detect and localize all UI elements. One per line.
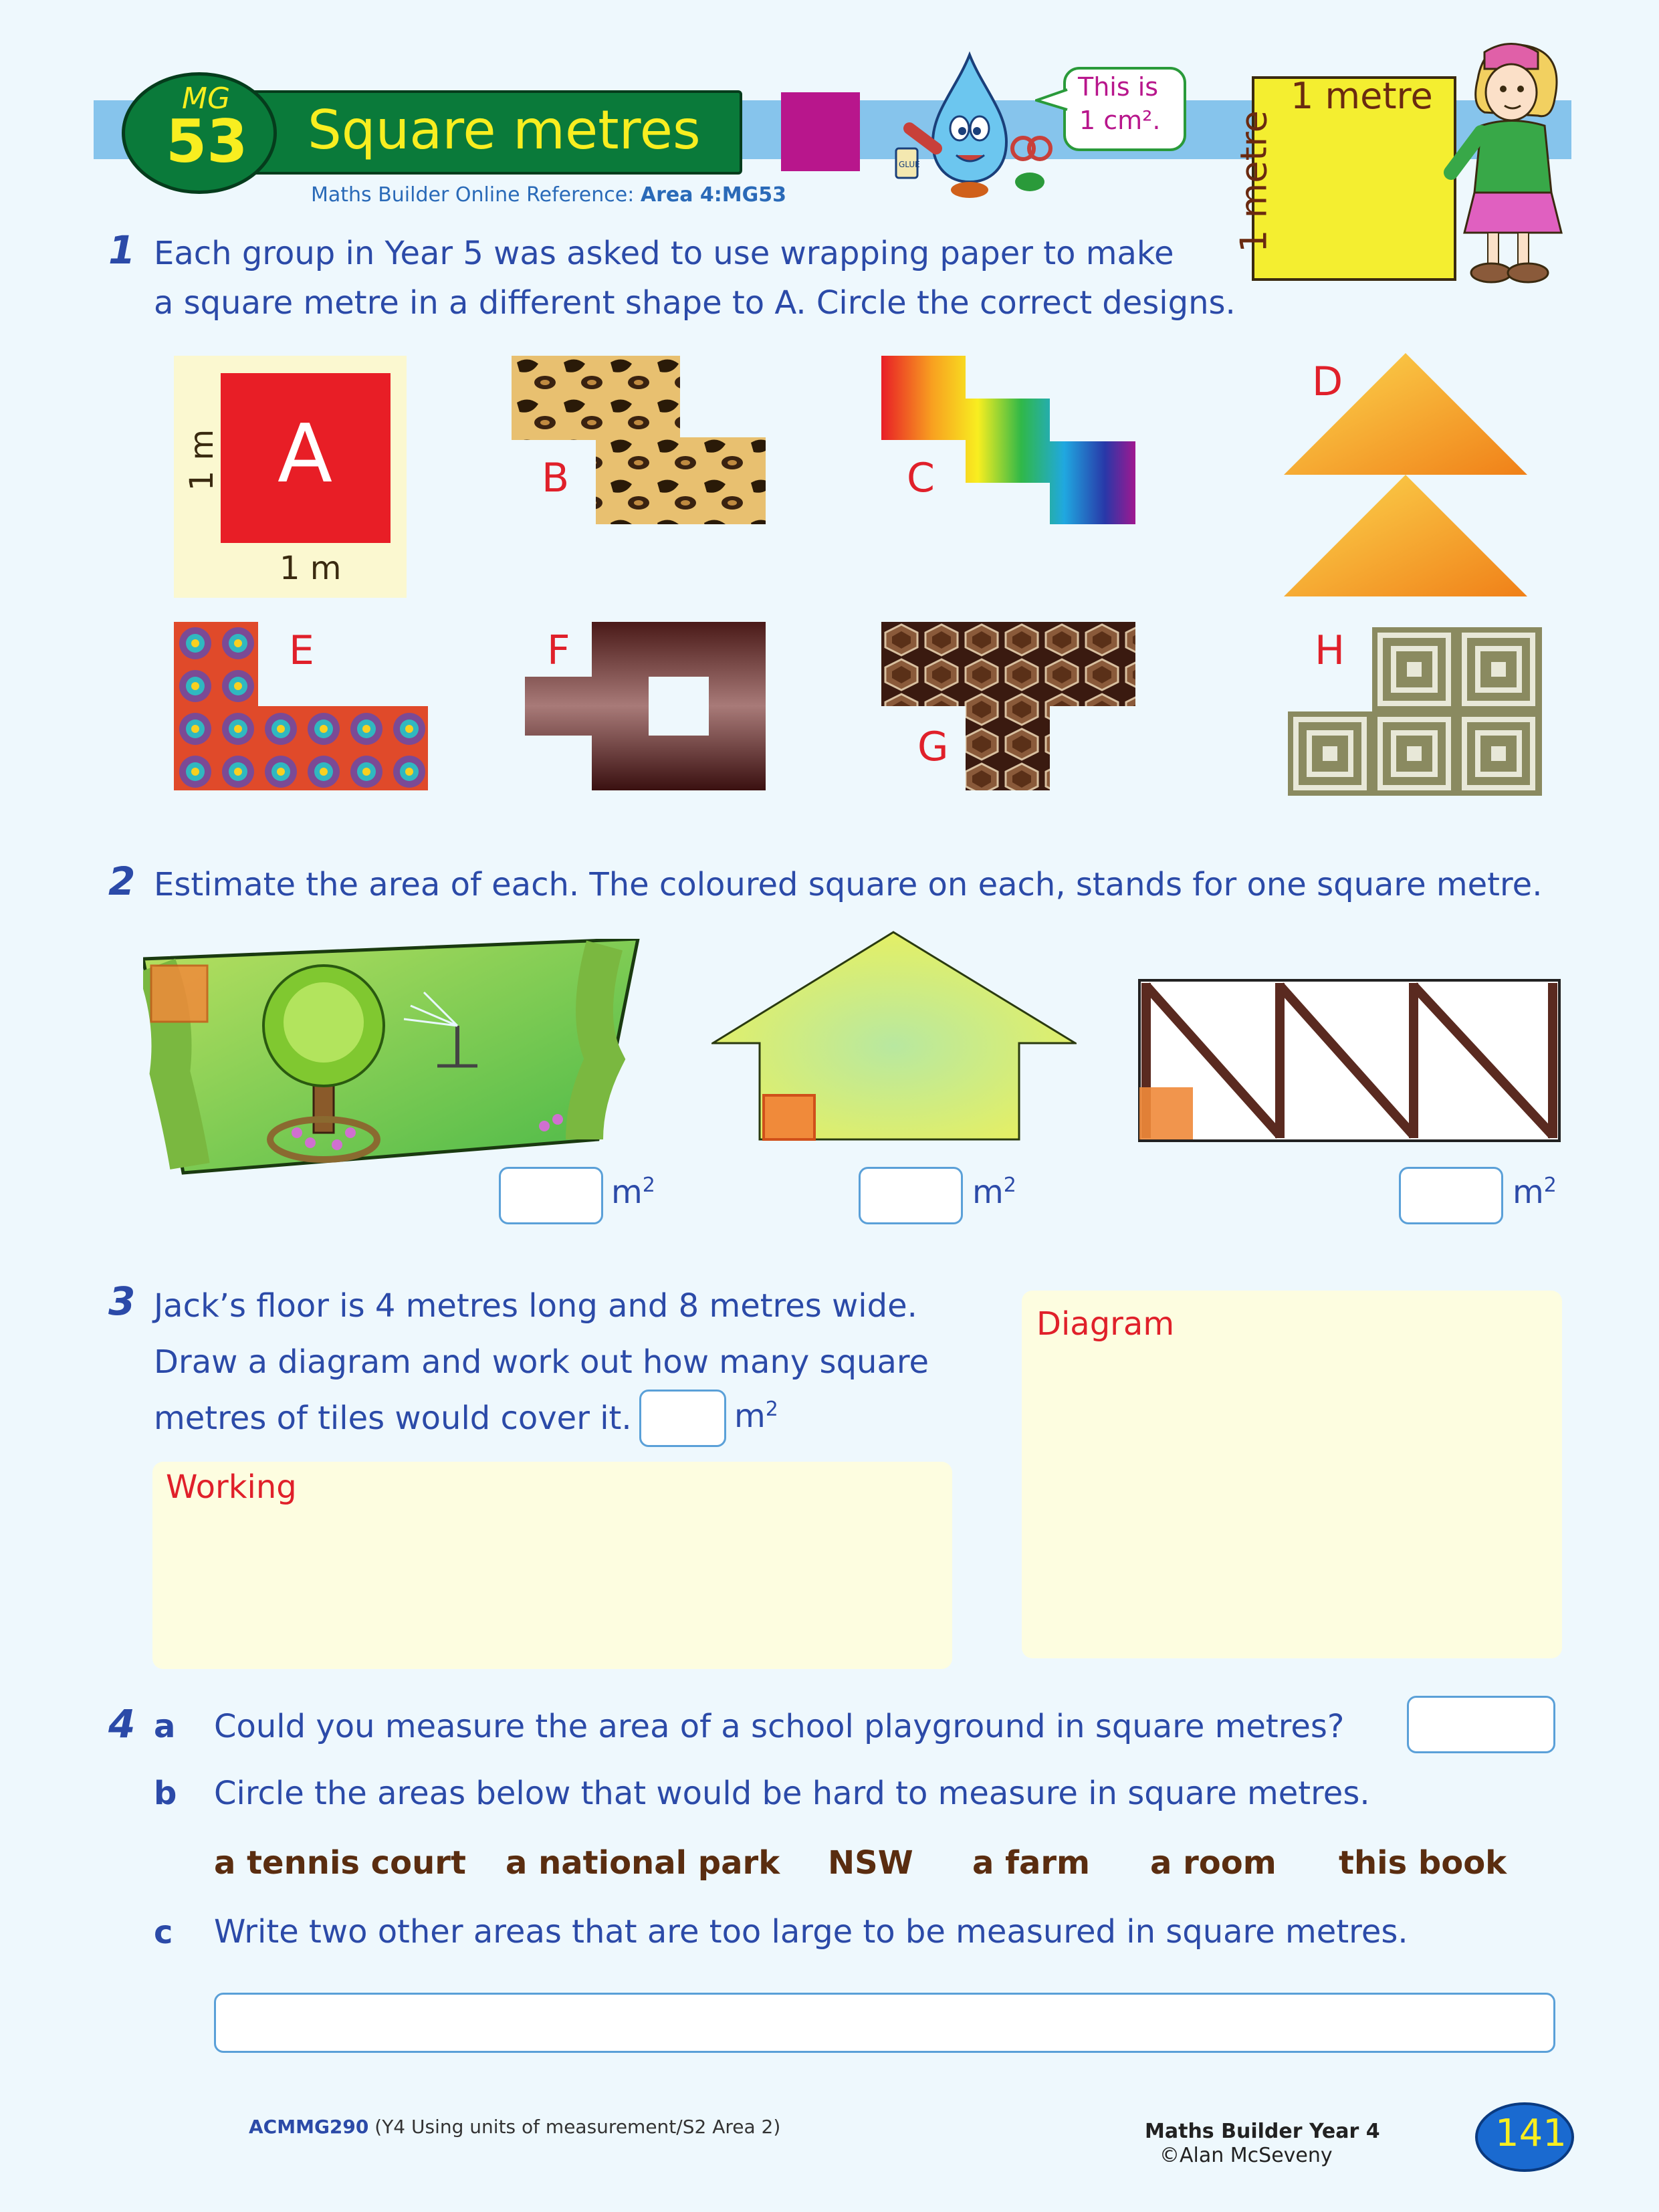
- q2-truss-answer-box[interactable]: [1399, 1167, 1503, 1224]
- shape-a-side-label: 1 m: [183, 429, 221, 491]
- q4a-text: Could you measure the area of a school playground in square metres?: [214, 1708, 1345, 1745]
- area-option-farm[interactable]: a farm: [972, 1844, 1091, 1882]
- q4-number: 4: [108, 1701, 136, 1747]
- q4c-text: Write two other areas that are too large to be measured in square metres.: [214, 1913, 1408, 1951]
- shape-a-label: A: [278, 408, 333, 501]
- area-option-national-park[interactable]: a national park: [506, 1844, 780, 1882]
- q4b-label: b: [154, 1775, 177, 1812]
- q2-text: Estimate the area of each. The coloured square on each, stands for one square metre.: [154, 866, 1543, 903]
- title-text: Square metres: [308, 99, 701, 161]
- shape-e-label: E: [289, 627, 314, 674]
- q1-line-1: Each group in Year 5 was asked to use wrapping paper to make: [154, 235, 1174, 272]
- metre-top-label: 1 metre: [1291, 75, 1433, 117]
- q4a-label: a: [154, 1708, 176, 1745]
- unit-code-number: 53: [166, 107, 248, 176]
- one-cm-square: [781, 92, 860, 171]
- q4a-answer-box[interactable]: [1407, 1696, 1555, 1753]
- area-option-nsw[interactable]: NSW: [828, 1844, 913, 1882]
- q3-unit-m: m: [734, 1398, 766, 1435]
- shape-b-label: B: [542, 455, 570, 502]
- footer-code: ACMMG290: [249, 2116, 369, 2138]
- q4c-answer-box[interactable]: [214, 1993, 1555, 2053]
- q3-unit-sup: 2: [765, 1398, 778, 1421]
- footer-book-title: Maths Builder Year 4: [1145, 2120, 1380, 2143]
- shape-g-label: G: [917, 724, 949, 770]
- q3-line-3: metres of tiles would cover it.: [154, 1400, 632, 1437]
- area-option-tennis-court[interactable]: a tennis court: [214, 1844, 466, 1882]
- online-reference-value: Area 4:MG53: [640, 183, 787, 207]
- q3-line-1: Jack’s floor is 4 metres long and 8 metres wide.: [154, 1287, 917, 1325]
- q3-answer-box[interactable]: [639, 1390, 726, 1447]
- diagram-label: Diagram: [1036, 1305, 1175, 1343]
- q2-house-answer-box[interactable]: [859, 1167, 963, 1224]
- mascot-drop-illustration: [869, 48, 1070, 202]
- shape-f-label: F: [547, 627, 570, 674]
- glue-label: GLUE: [899, 160, 920, 169]
- truss-shape: [1138, 979, 1561, 1142]
- q1-line-2: a square metre in a different shape to A. Circle the correct designs.: [154, 284, 1236, 322]
- house-shape: [711, 931, 1077, 1142]
- q2-truss-unit: [1513, 1174, 1557, 1211]
- area-option-this-book[interactable]: this book: [1339, 1844, 1507, 1882]
- q2-garden-unit-sup: 2: [642, 1174, 655, 1197]
- unit-code-prefix: MG: [182, 82, 231, 116]
- metre-side-label: 1 metre: [1232, 110, 1275, 253]
- girl-illustration: [1438, 39, 1578, 286]
- q2-garden-answer-box[interactable]: [499, 1167, 603, 1224]
- area-option-room[interactable]: a room: [1150, 1844, 1277, 1882]
- speech-line-2: 1 cm².: [1079, 106, 1161, 135]
- q3-number: 3: [108, 1279, 136, 1324]
- q2-house-unit-m: m: [972, 1174, 1004, 1211]
- q4b-text: Circle the areas below that would be hard to measure in square metres.: [214, 1775, 1370, 1812]
- garden-illustration: [143, 939, 651, 1180]
- q2-truss-unit-m: m: [1513, 1174, 1544, 1211]
- diagram-area[interactable]: [1022, 1291, 1562, 1658]
- q3-unit: [734, 1398, 778, 1435]
- footer-curriculum-code: [249, 2116, 780, 2138]
- page-number: 141: [1495, 2112, 1567, 2155]
- footer-copyright: ©Alan McSeveny: [1159, 2144, 1333, 2167]
- q2-garden-unit: [611, 1174, 655, 1211]
- q3-line-2: Draw a diagram and work out how many square: [154, 1343, 929, 1381]
- shape-h-label: H: [1315, 627, 1345, 674]
- q2-number: 2: [108, 859, 136, 904]
- q1-number: 1: [108, 227, 136, 273]
- q2-house-unit: [972, 1174, 1016, 1211]
- q2-garden-unit-m: m: [611, 1174, 643, 1211]
- working-label: Working: [166, 1468, 297, 1506]
- q4c-label: c: [154, 1914, 173, 1951]
- online-reference-prefix: Maths Builder Online Reference:: [311, 183, 641, 207]
- q2-truss-unit-sup: 2: [1543, 1174, 1557, 1197]
- speech-line-1: This is: [1078, 72, 1159, 102]
- shape-d-label: D: [1312, 358, 1343, 405]
- shape-c-label: C: [907, 455, 935, 502]
- q2-house-unit-sup: 2: [1003, 1174, 1016, 1197]
- footer-code-desc: (Y4 Using units of measurement/S2 Area 2): [368, 2116, 781, 2138]
- online-reference: [311, 183, 786, 207]
- speech-bubble-tail: [1035, 87, 1069, 114]
- shape-a-bottom-label: 1 m: [280, 550, 342, 587]
